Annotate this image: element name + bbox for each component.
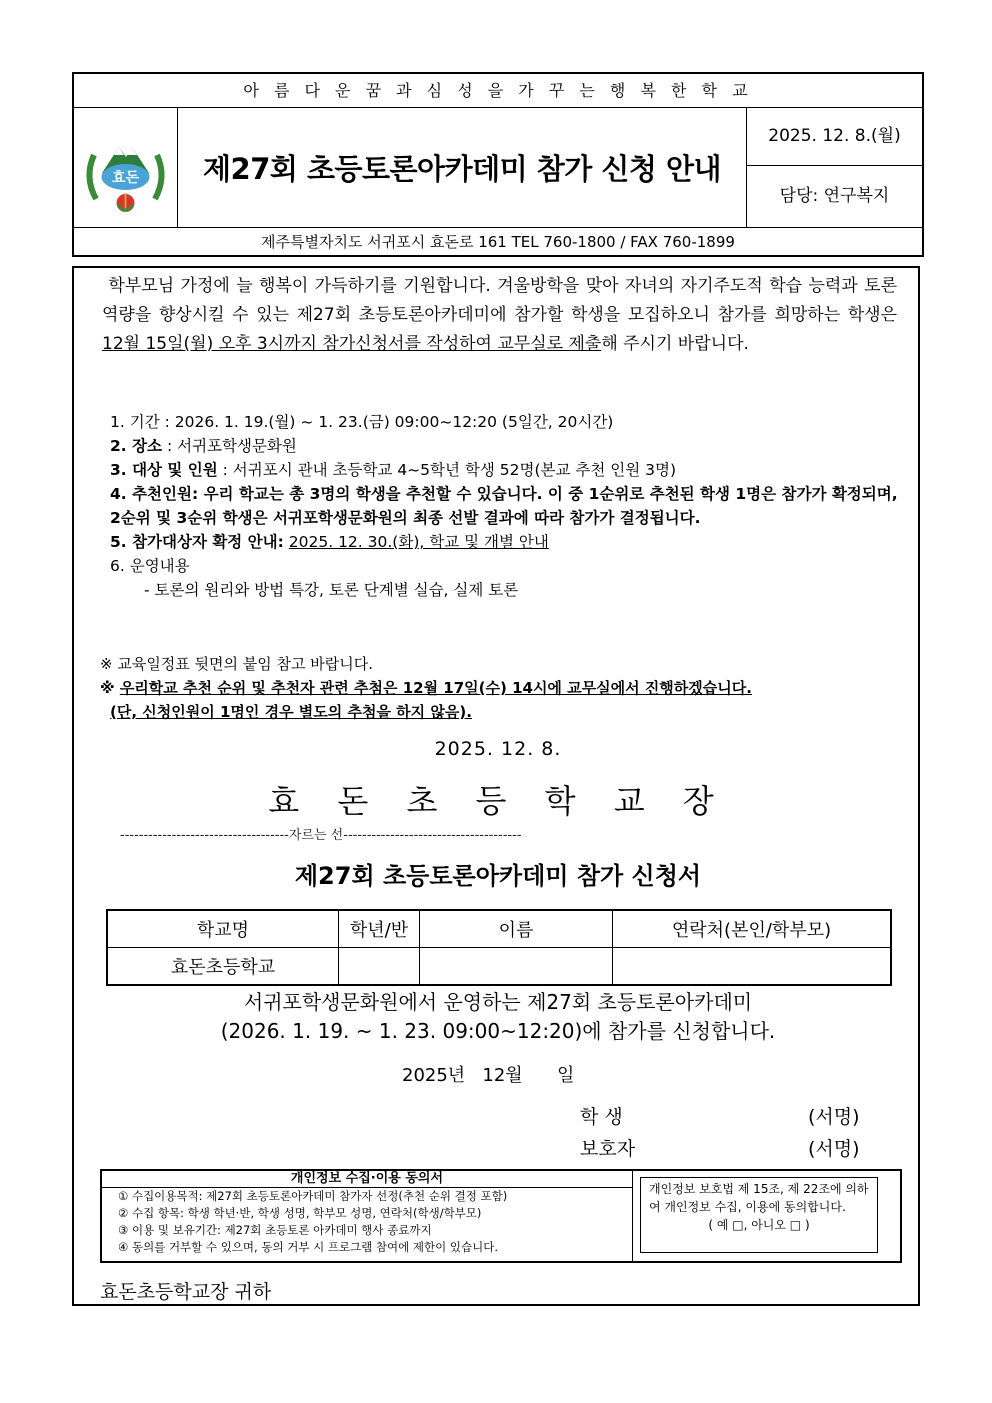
confirm-label: 5. 참가대상자 확정 안내:	[110, 533, 284, 551]
addressee: 효돈초등학교장 귀하	[100, 1281, 272, 1303]
consent-item: ② 수집 항목: 학생 학년·반, 학생 성명, 학부모 성명, 연락처(학생/학부모)	[118, 1206, 482, 1220]
application-table	[106, 909, 892, 986]
privacy-consent-box	[100, 1169, 902, 1263]
target-label: 3. 대상 및 인원	[110, 461, 218, 479]
table-row	[107, 948, 891, 986]
consent-agreement	[640, 1177, 878, 1253]
table-header-row	[107, 910, 891, 948]
list-item-period	[110, 410, 898, 434]
period-value: : 2026. 1. 19.(월) ~ 1. 23.(금) 09:00~12:20 (5일간, 20시간)	[159, 413, 614, 431]
list-item-content	[110, 554, 898, 578]
staff-in-charge: 담당: 연구복지	[779, 186, 890, 206]
consent-title: 개인정보 수집·이용 동의서	[102, 1171, 632, 1188]
cut-label: 자르는 선	[288, 828, 344, 843]
consent-details	[102, 1171, 633, 1261]
intro-paragraph	[102, 272, 897, 359]
col-name: 이름	[420, 910, 613, 948]
application-statement	[74, 988, 922, 1046]
app-year: 2025년	[402, 1065, 466, 1086]
page-title: 제27회 초등토론아카데미 참가 신청 안내	[203, 152, 721, 186]
logo-lettering: 효돈	[111, 170, 140, 186]
place-label: 2. 장소	[110, 437, 163, 455]
consent-item: ④ 동의를 거부할 수 있으며, 동의 거부 시 프로그램 참여에 제한이 있습니다.	[118, 1240, 498, 1254]
list-item-confirm	[110, 530, 898, 554]
note-mark: ※	[100, 679, 120, 697]
list-item-place	[110, 434, 898, 458]
cut-dashes-right: --------------------------------------	[343, 828, 522, 843]
recommend-value: 우리 학교는 총 3명의 학생을 추천할 수 있습니다. 이 중 1순위로 추천된 학생 1명은 참가가 확정되며, 2순위 및 3순위 학생은 서귀포학생문화원의 최종 선발 결과에 따라 참가가 결정됩니다.	[110, 485, 898, 527]
confirm-value: 2025. 12. 30.(화), 학교 및 개별 안내	[288, 533, 549, 551]
consent-item: ③ 이용 및 보유기간: 제27회 초등토론 아카데미 행사 종료까지	[118, 1223, 432, 1237]
guardian-sign-label: 보호자	[580, 1138, 636, 1160]
recommend-label: 4. 추천인원:	[110, 485, 199, 503]
student-sign-field[interactable]: (서명)	[808, 1106, 860, 1128]
list-item-recommend	[110, 482, 898, 530]
intro-deadline: 12월 15일(월) 오후 3시까지 참가신청서를 작성하여 교무실로 제출	[102, 334, 602, 354]
statement-line-2: (2026. 1. 19. ~ 1. 23. 09:00~12:20)에 참가를 신청합니다.	[220, 1019, 776, 1043]
cell-school: 효돈초등학교	[107, 948, 339, 986]
intro-text-end: 해 주시기 바랍니다.	[601, 334, 749, 354]
consent-law-text: 개인정보 보호법 제 15조, 제 22조에 의하여 개인정보 수집, 이용에 동의합니다.	[649, 1182, 869, 1214]
school-address: 제주특별자치도 서귀포시 효돈로 161 TEL 760-1800 / FAX 760-1899	[74, 227, 922, 256]
note-lottery-text: 우리학교 추천 순위 및 추천자 관련 추첨은 12월 17일(수) 14시에 교무실에서 진행하겠습니다.	[119, 679, 752, 697]
school-logo	[74, 107, 177, 227]
guardian-sign-field[interactable]: (서명)	[808, 1138, 860, 1160]
consent-yes-no[interactable]: ( 예 □, 아니오 □ )	[708, 1218, 810, 1232]
intro-text: 학부모님 가정에 늘 행복이 가득하기를 기원합니다. 겨울방학을 맞아 자녀의 자기주도적 학습 능력과 토론 역량을 향상시킬 수 있는 제27회 초등토론아카데미에 참가할 학생을 모집하오니 참가를 희망하는 학생은	[102, 276, 897, 325]
note-attachment: ※ 교육일정표 뒷면의 붙임 참고 바랍니다.	[100, 655, 374, 673]
school-slogan: 아 름 다 운 꿈 과 심 성 을 가 꾸 는 행 복 한 학 교	[74, 74, 922, 108]
cut-dashes-left: ------------------------------------	[120, 828, 289, 843]
note-exception: (단, 신청인원이 1명인 경우 별도의 추첨을 하지 않음).	[110, 703, 472, 721]
issue-date: 2025. 12. 8.(월)	[747, 107, 922, 166]
principal-name: 효 돈 초 등 학 교 장	[268, 782, 728, 820]
consent-item: ① 수집이용목적: 제27회 초등토론아카데미 참가자 선정(추천 순위 결정 포함)	[118, 1189, 508, 1203]
content-detail: - 토론의 원리와 방법 특강, 토론 단계별 실습, 실제 토론	[144, 581, 519, 599]
col-contact: 연락처(본인/학부모)	[613, 910, 892, 948]
app-day: 일	[557, 1065, 575, 1086]
cell-grade[interactable]	[339, 948, 420, 986]
app-month: 12월	[482, 1065, 523, 1086]
letterhead	[72, 72, 924, 257]
application-date	[402, 1061, 574, 1087]
notice-body	[72, 266, 920, 1306]
cut-line	[120, 824, 876, 843]
logo-cell	[74, 107, 178, 227]
content-label: 6. 운영내용	[110, 557, 190, 575]
col-school: 학교명	[107, 910, 339, 948]
signature-date: 2025. 12. 8.	[434, 738, 562, 760]
student-sign-label: 학 생	[580, 1106, 623, 1128]
form-title: 제27회 초등토론아카데미 참가 신청서	[294, 862, 702, 890]
place-value: : 서귀포학생문화원	[162, 437, 297, 455]
info-list	[110, 410, 898, 602]
statement-line-1: 서귀포학생문화원에서 운영하는 제27회 초등토론아카데미	[243, 990, 753, 1014]
title-cell	[178, 107, 747, 227]
target-value: : 서귀포시 관내 초등학교 4~5학년 학생 52명(본교 추천 인원 3명)	[217, 461, 677, 479]
note-lottery	[100, 676, 752, 701]
period-label: 1. 기간	[110, 413, 160, 431]
list-item-target	[110, 458, 898, 482]
col-grade: 학년/반	[339, 910, 420, 948]
cell-contact[interactable]	[613, 948, 892, 986]
cell-name[interactable]	[420, 948, 613, 986]
